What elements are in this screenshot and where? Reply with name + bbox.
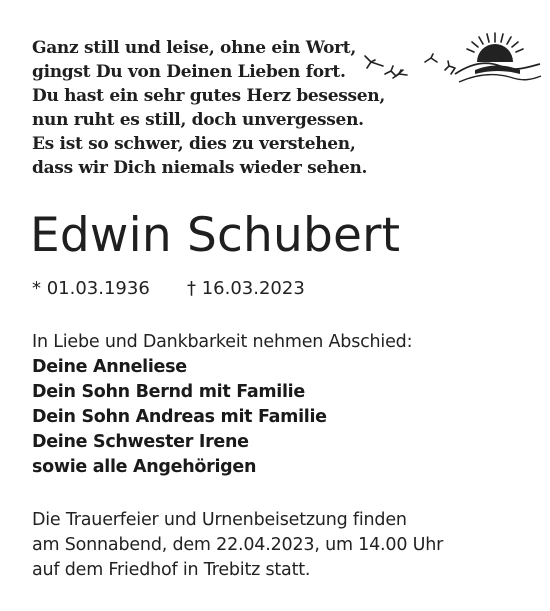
mourner-name: sowie alle Angehörigen <box>32 457 257 477</box>
poem-line: nun ruht es still, doch unvergessen. <box>32 110 364 130</box>
birds-over-sunset-icon <box>355 30 545 90</box>
birth-date: * 01.03.1936 <box>32 278 150 299</box>
mourner-name: Dein Sohn Bernd mit Familie <box>32 382 305 402</box>
deceased-name: Edwin Schubert <box>30 208 401 263</box>
mourner-name: Dein Sohn Andreas mit Familie <box>32 407 327 427</box>
poem-line: Ganz still und leise, ohne ein Wort, <box>32 38 356 58</box>
funeral-info <box>32 508 532 583</box>
poem-line: gingst Du von Deinen Lieben fort. <box>32 62 346 82</box>
poem-line: dass wir Dich niemals wieder sehen. <box>32 158 368 178</box>
poem <box>32 36 392 180</box>
mourner-name: Deine Schwester Irene <box>32 432 249 452</box>
mourners-section <box>32 330 532 480</box>
death-date: † 16.03.2023 <box>187 278 305 299</box>
funeral-line: am Sonnabend, dem 22.04.2023, um 14.00 Uhr <box>32 535 444 555</box>
poem-line: Du hast ein sehr gutes Herz besessen, <box>32 86 385 106</box>
mourner-name: Deine Anneliese <box>32 357 187 377</box>
life-dates <box>32 277 305 301</box>
mourners-intro: In Liebe und Dankbarkeit nehmen Abschied: <box>32 332 413 352</box>
funeral-line: auf dem Friedhof in Trebitz statt. <box>32 560 311 580</box>
poem-line: Es ist so schwer, dies zu verstehen, <box>32 134 356 154</box>
funeral-line: Die Trauerfeier und Urnenbeisetzung finden <box>32 510 407 530</box>
